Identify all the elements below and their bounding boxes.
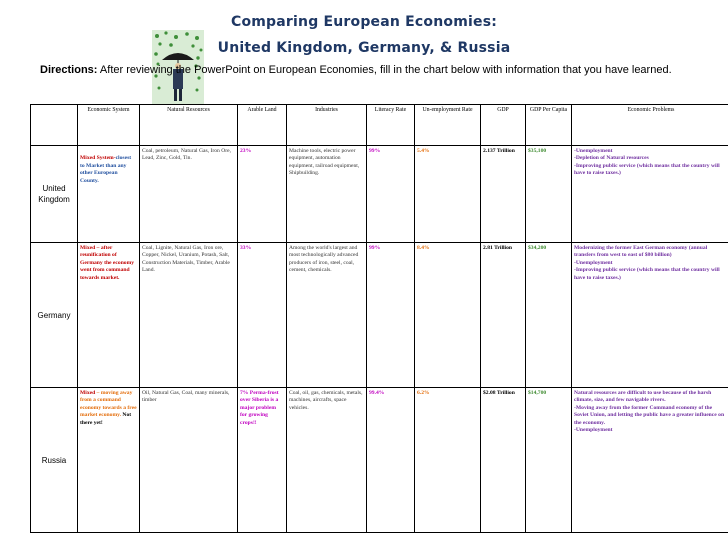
header-unemployment-rate: Un-employment Rate bbox=[415, 105, 481, 146]
problem-item: -Unemployment bbox=[574, 148, 613, 154]
header-gdp-per-capita: GDP Per Capita bbox=[526, 105, 572, 146]
table-row bbox=[31, 243, 728, 388]
economic-problems-cell bbox=[572, 146, 728, 243]
gdp-per-capita-cell: $34,200 bbox=[526, 243, 572, 388]
problem-item: -Depletion of Natural resources bbox=[574, 155, 649, 162]
gdp-per-capita-cell: $14,700 bbox=[526, 388, 572, 533]
economic-system-cell: Mixed – after reunification of Germany the economy went from command towards market. bbox=[78, 243, 140, 388]
problem-item: -Unemployment bbox=[574, 259, 613, 266]
header-gdp: GDP bbox=[481, 105, 526, 146]
arable-land-cell: 23% bbox=[238, 146, 287, 243]
industries-cell: Among the world's largest and most technologically advanced producers of iron, steel, coal, cement, chemicals. bbox=[287, 243, 367, 388]
country-cell: Russia bbox=[31, 388, 78, 533]
literacy-rate-cell: 99.4% bbox=[367, 388, 415, 533]
header-economic-problems: Economic Problems bbox=[572, 105, 728, 146]
problem-item: -Improving public service (which means that the country will have to raise taxes.) bbox=[574, 162, 720, 177]
table-row bbox=[31, 146, 728, 243]
table-row bbox=[31, 388, 728, 533]
natural-resources-cell: Coal, Lignite, Natural Gas, Iron ore, Copper, Nickel, Uranium, Potash, Salt, Construction Materials, Timber, Arable Land. bbox=[140, 243, 238, 388]
directions-text: After reviewing the PowerPoint on European Economies, fill in the chart below with information that you have learned. bbox=[99, 64, 672, 76]
header-arable-land: Arable Land bbox=[238, 105, 287, 146]
header-literacy-rate: Literacy Rate bbox=[367, 105, 415, 146]
table-header-row bbox=[31, 105, 728, 146]
industries-cell: Machine tools, electric power equipment, automation equipment, railroad equipment, Shipbuilding. bbox=[287, 146, 367, 243]
problem-item: -Improving public service (which means that the country will have to raise taxes.) bbox=[574, 267, 720, 281]
problem-item: Natural resources are difficult to use because of the harsh climate, size, and few navigable rivers. bbox=[574, 390, 712, 404]
directions bbox=[40, 64, 672, 76]
natural-resources-cell: Oil, Natural Gas, Coal, many minerals, timber bbox=[140, 388, 238, 533]
arable-land-cell: 33% bbox=[238, 243, 287, 388]
literacy-rate-cell: 99% bbox=[367, 243, 415, 388]
page-title-line-1: Comparing European Economies: bbox=[230, 14, 498, 30]
header-natural-resources: Natural Resources bbox=[140, 105, 238, 146]
problem-item: Modernizing the former East German economy (annual transfers from west to east of $80 billion) bbox=[574, 245, 708, 259]
header-economic-system: Economic System bbox=[78, 105, 140, 146]
economic-problems-cell bbox=[572, 388, 728, 533]
header-industries: Industries bbox=[287, 105, 367, 146]
country-cell: Germany bbox=[31, 243, 78, 388]
country-cell: United Kingdom bbox=[31, 146, 78, 243]
economic-system-cell: Mixed System-closest to Market than any other European County. bbox=[78, 146, 140, 243]
industries-cell: Coal, oil, gas, chemicals, metals, machines, aircrafts, space vehicles. bbox=[287, 388, 367, 533]
economic-problems-cell bbox=[572, 243, 728, 388]
corner-header bbox=[31, 105, 78, 146]
gdp-per-capita-cell: $35,100 bbox=[526, 146, 572, 243]
unemployment-rate-cell: 5.4% bbox=[415, 146, 481, 243]
arable-land-cell: 7% Perma-frost over Siberia is a major problem for growing crops!! bbox=[238, 388, 287, 533]
natural-resources-cell: Coal, petroleum, Natural Gas, Iron Ore, Lead, Zinc, Gold, Tin. bbox=[140, 146, 238, 243]
literacy-rate-cell: 99% bbox=[367, 146, 415, 243]
problem-item: -Unemployment bbox=[574, 427, 613, 434]
gdp-cell: $2.08 Trillion bbox=[481, 388, 526, 533]
unemployment-rate-cell: 8.4% bbox=[415, 243, 481, 388]
gdp-cell: 2.137 Trillion bbox=[481, 146, 526, 243]
comparison-table bbox=[30, 104, 728, 533]
unemployment-rate-cell: 6.2% bbox=[415, 388, 481, 533]
page-title-line-2: United Kingdom, Germany, & Russia bbox=[217, 40, 511, 56]
economic-system-cell: Mixed – moving away from a command economy towards a free market economy. Not there yet! bbox=[78, 388, 140, 533]
directions-label: Directions: bbox=[40, 64, 98, 76]
gdp-cell: 2.81 Trillion bbox=[481, 243, 526, 388]
problem-item: -Moving away from the former Command economy of the Soviet Union, and letting the public have a greater influence on the economy. bbox=[574, 404, 725, 426]
